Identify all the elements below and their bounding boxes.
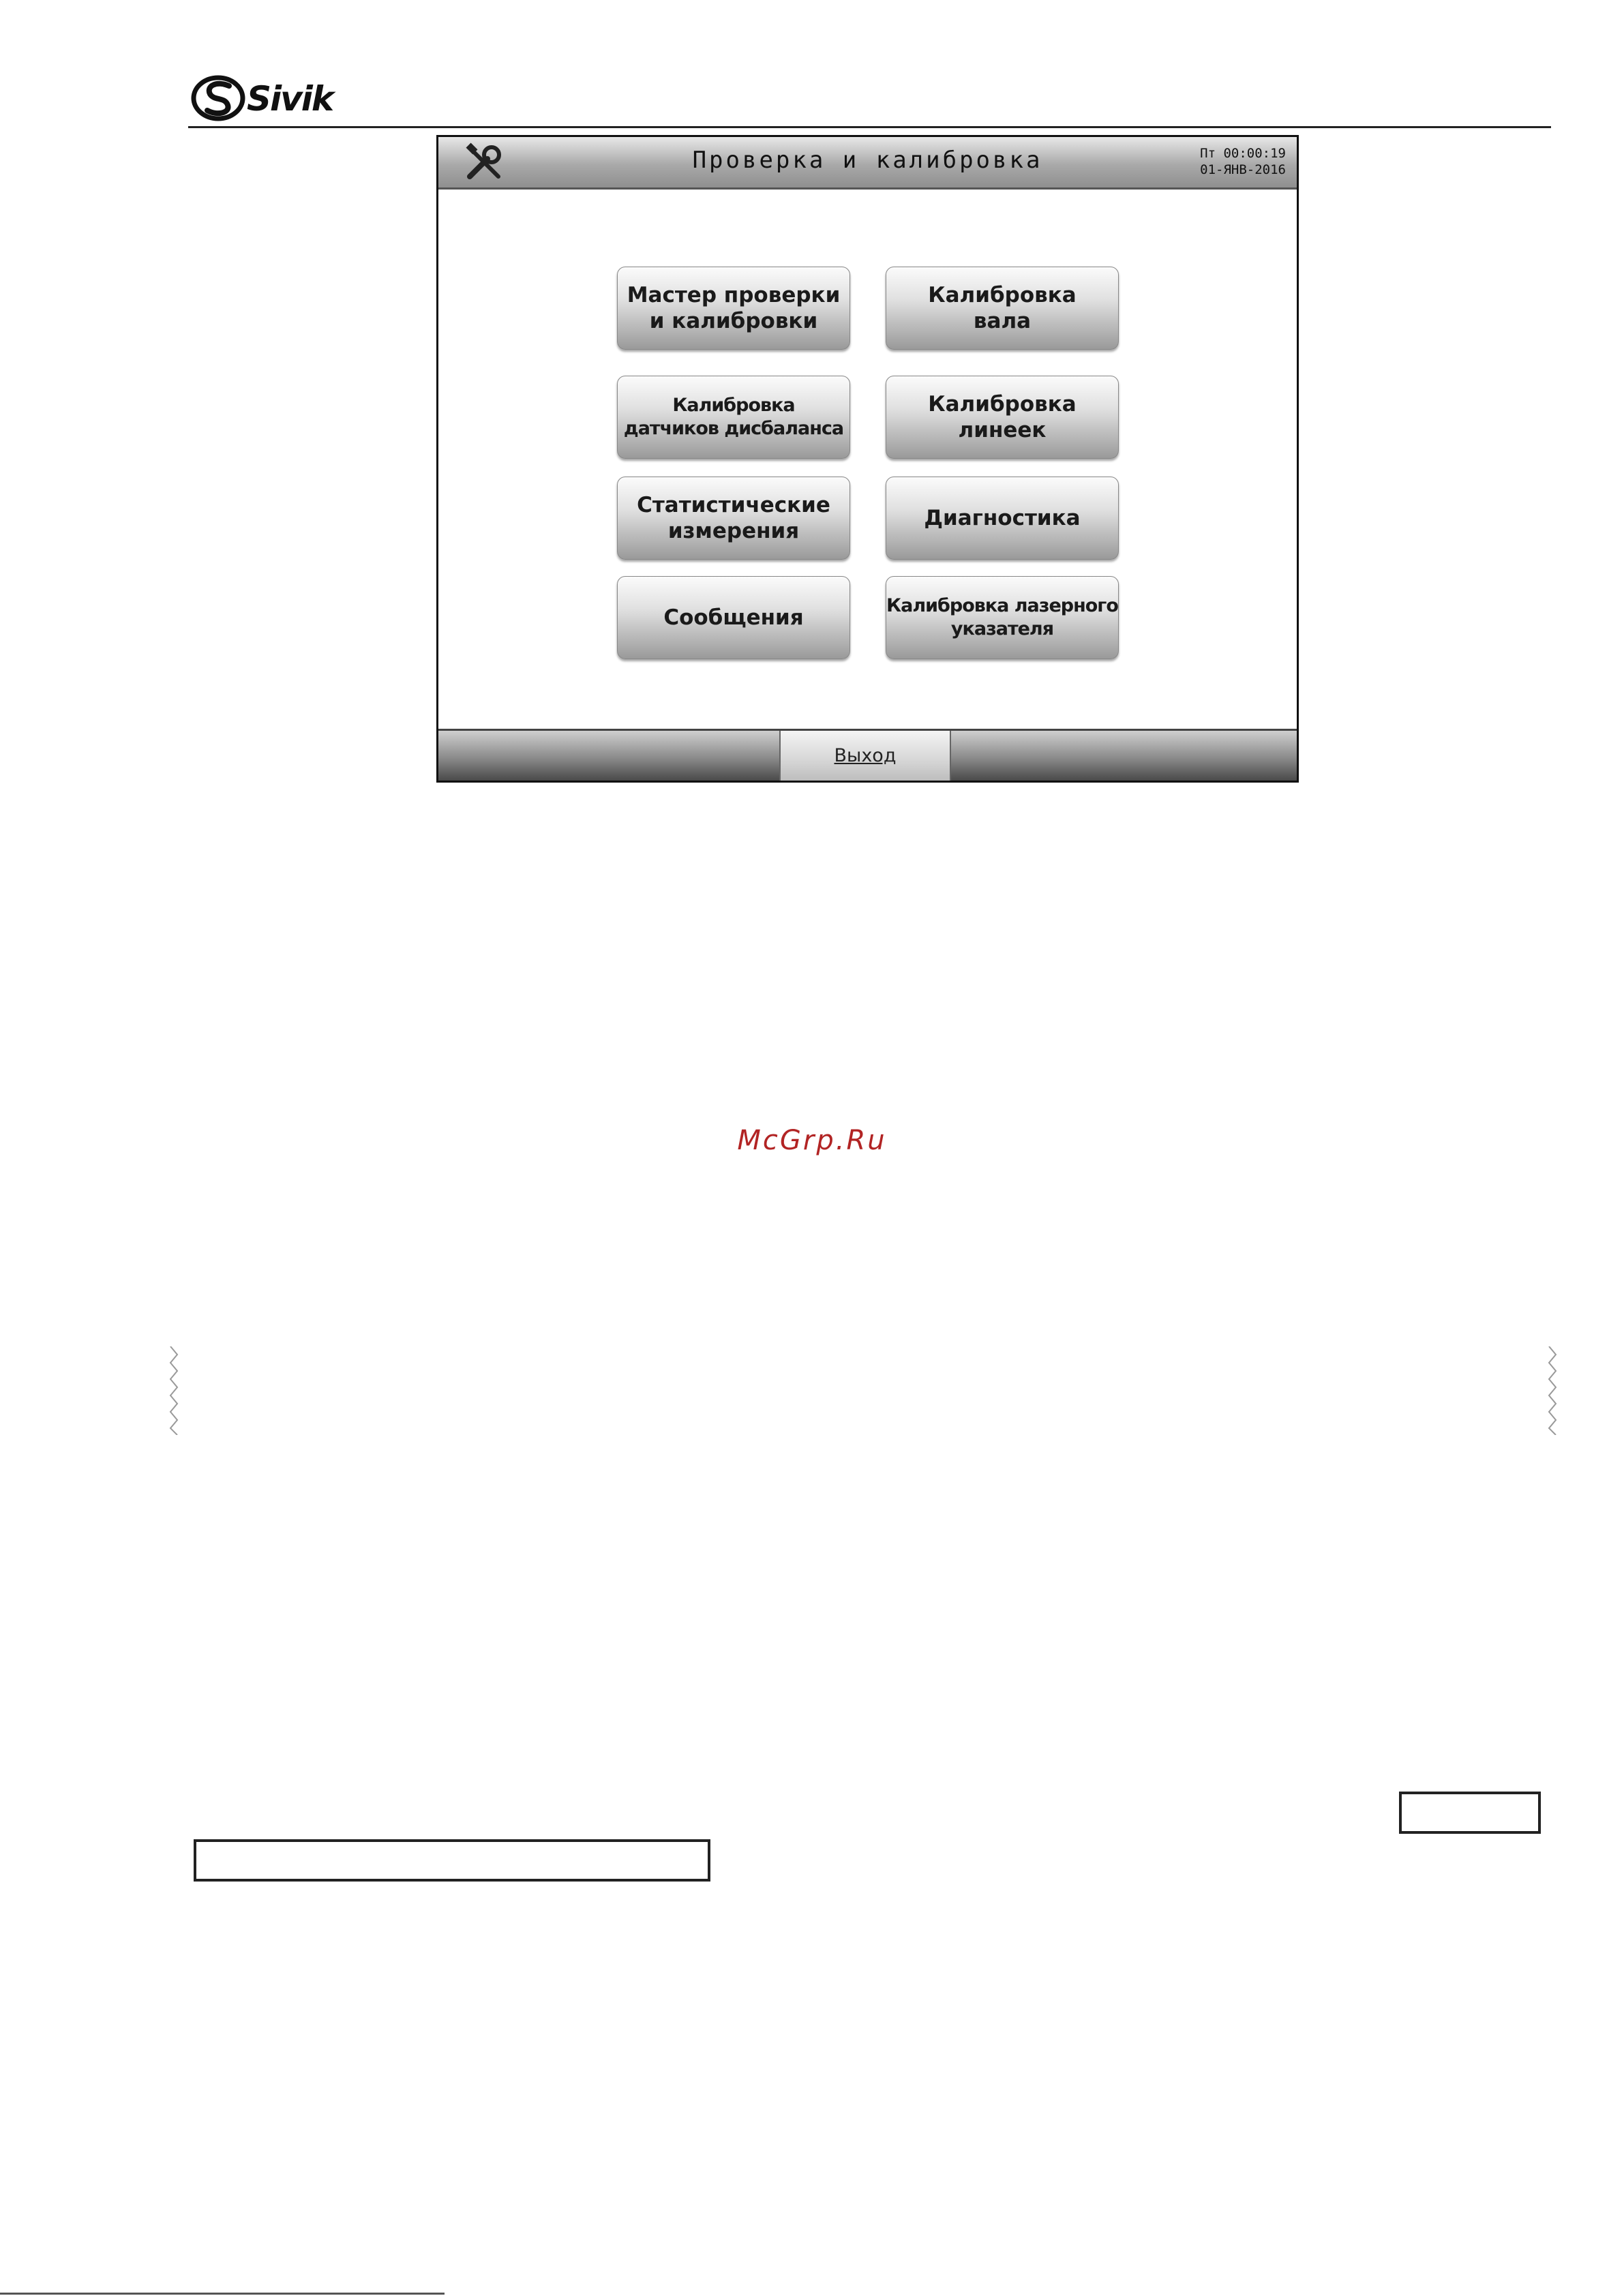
exit-button[interactable]: Выход bbox=[779, 731, 951, 781]
svg-text:Sivik: Sivik bbox=[247, 79, 333, 119]
footer-rule bbox=[0, 2293, 445, 2295]
shaft-calibration-button[interactable]: Калибровка вала bbox=[886, 267, 1119, 350]
screen-title: Проверка и калибровка bbox=[692, 147, 1043, 174]
sivik-logo bbox=[190, 71, 367, 125]
clock bbox=[1200, 145, 1286, 178]
header-rule bbox=[188, 126, 1551, 128]
left-binding-mark bbox=[168, 1346, 181, 1435]
bottom-bar bbox=[438, 729, 1297, 781]
right-binding-mark bbox=[1546, 1346, 1560, 1435]
laser-pointer-calibration-button[interactable]: Калибровка лазерного указателя bbox=[886, 576, 1119, 659]
clock-day-time: Пт 00:00:19 bbox=[1200, 146, 1286, 161]
diagnostics-button[interactable]: Диагностика bbox=[886, 477, 1119, 560]
statistic-measurements-button[interactable]: Статистические измерения bbox=[617, 477, 850, 560]
title-bar bbox=[438, 137, 1297, 190]
wizard-button[interactable]: Мастер проверки и калибровки bbox=[617, 267, 850, 350]
empty-box-left bbox=[194, 1839, 710, 1882]
messages-button[interactable]: Сообщения bbox=[617, 576, 850, 659]
calibration-screen bbox=[436, 135, 1299, 783]
gauge-calibration-button[interactable]: Калибровка линеек bbox=[886, 376, 1119, 459]
unbalance-sensors-calibration-button[interactable]: Калибровка датчиков дисбаланса bbox=[617, 376, 850, 459]
watermark: McGrp.Ru bbox=[737, 1125, 887, 1156]
clock-date: 01-ЯНВ-2016 bbox=[1200, 162, 1286, 177]
empty-box-right bbox=[1399, 1792, 1541, 1834]
